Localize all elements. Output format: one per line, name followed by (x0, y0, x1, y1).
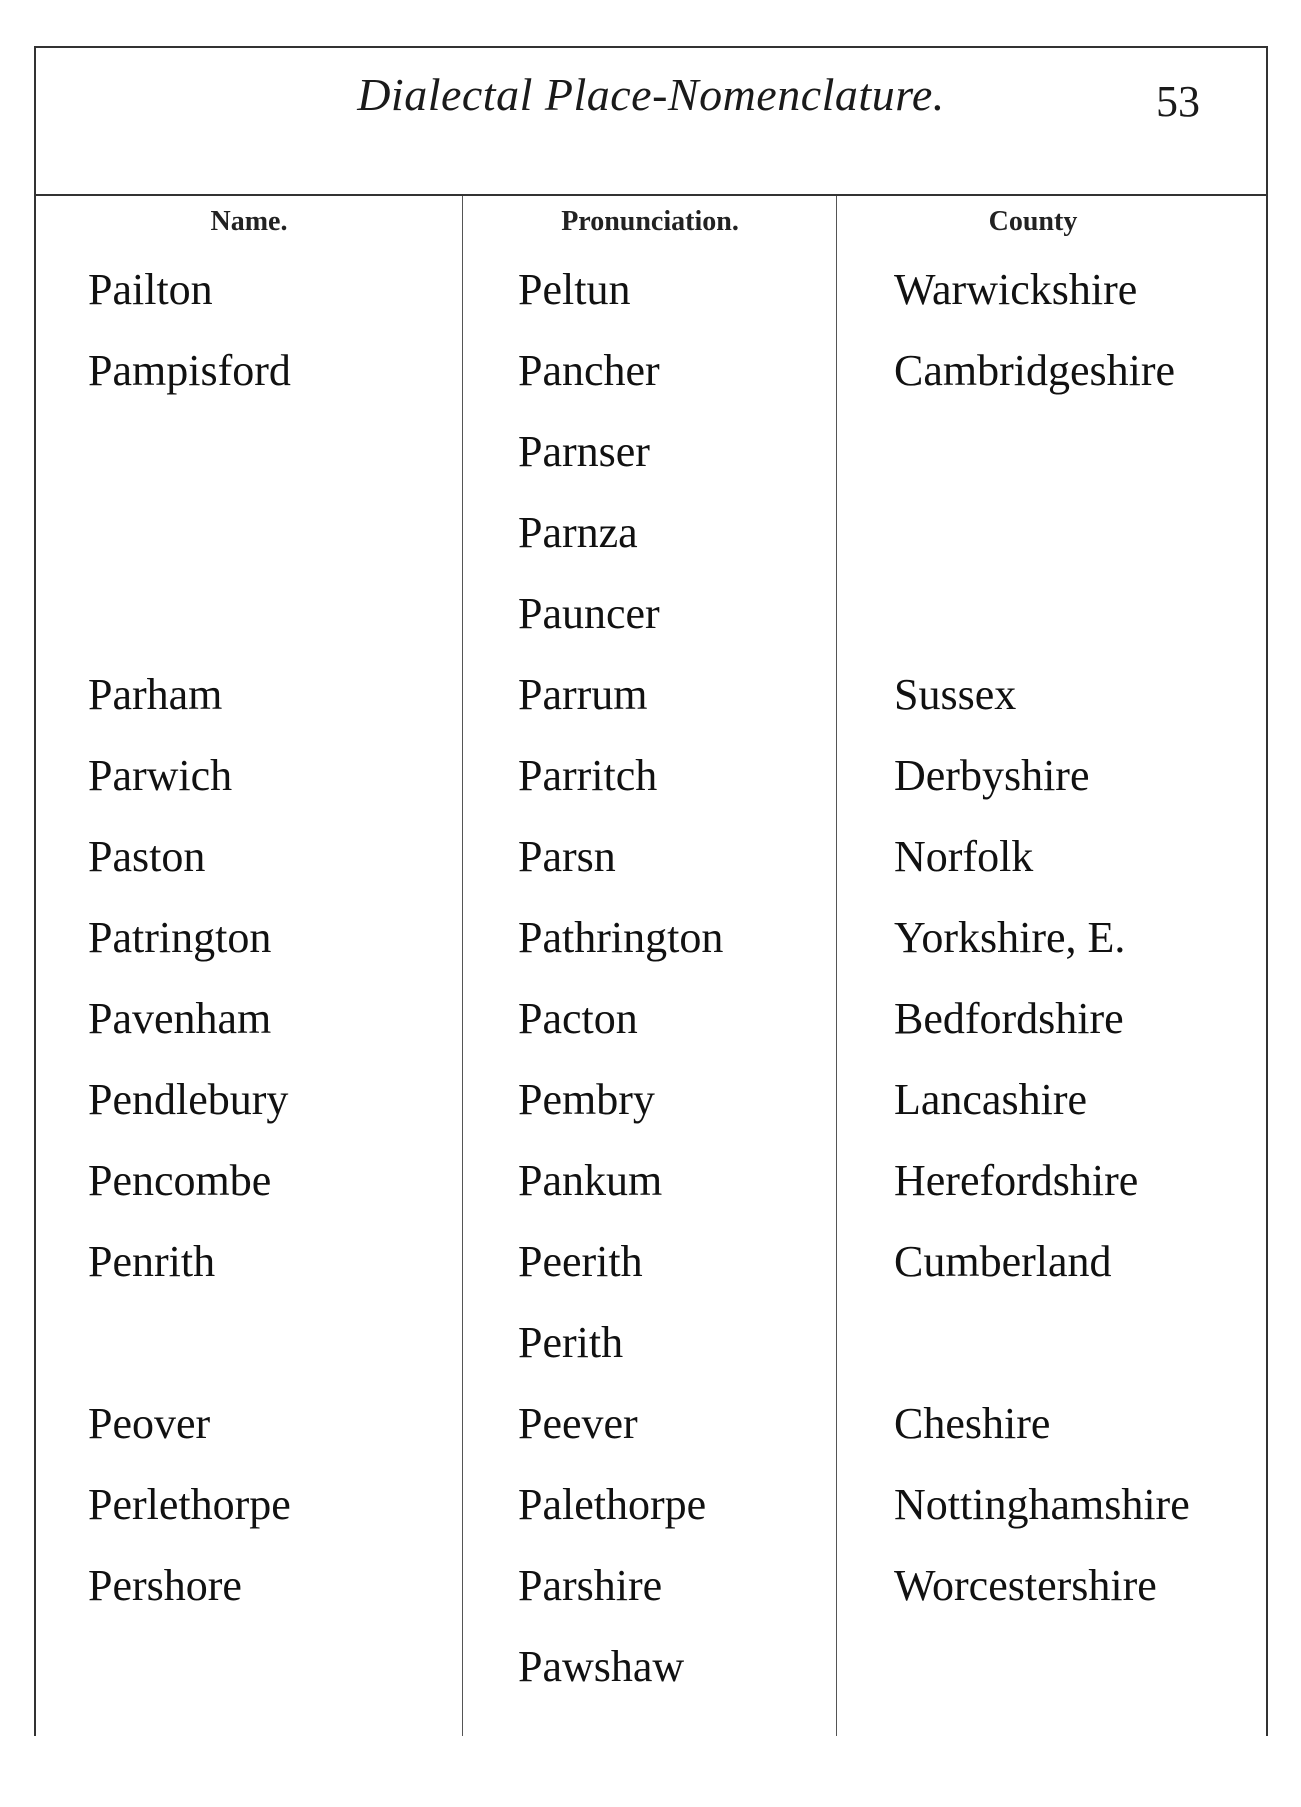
pronunciation-cell: Parsn (518, 832, 616, 881)
table-row (36, 1230, 1266, 1311)
county-cell: Derbyshire (894, 751, 1090, 800)
pronunciation-cell: Peever (518, 1399, 638, 1448)
county-cell: Worcestershire (894, 1561, 1157, 1610)
pronunciation-cell: Pancher (518, 346, 660, 395)
table-row (36, 1392, 1266, 1473)
page-number: 53 (1156, 77, 1200, 126)
place-name-cell: Pencombe (88, 1156, 272, 1205)
table-row (36, 339, 1266, 420)
table-row (36, 1473, 1266, 1554)
county-cell: Nottinghamshire (894, 1480, 1190, 1529)
table-row (36, 906, 1266, 987)
table-row (36, 582, 1266, 663)
place-name-cell: Perlethorpe (88, 1480, 291, 1529)
table-row (36, 987, 1266, 1068)
table-row (36, 744, 1266, 825)
place-name-cell: Paston (88, 832, 206, 881)
column-header-county: County (988, 206, 1078, 237)
table-row (36, 1635, 1266, 1716)
place-name-cell: Pershore (88, 1561, 242, 1610)
place-name-cell: Pampisford (88, 346, 291, 395)
table-row (36, 1068, 1266, 1149)
pronunciation-cell: Parshire (518, 1561, 663, 1610)
place-name-cell: Patrington (88, 913, 272, 962)
table-row (36, 420, 1266, 501)
place-name-cell: Penrith (88, 1237, 216, 1286)
place-name-cell: Pavenham (88, 994, 272, 1043)
pronunciation-cell: Peltun (518, 265, 631, 314)
place-name-table (36, 258, 1266, 1716)
table-row (36, 663, 1266, 744)
table-row (36, 825, 1266, 906)
column-header-pronunciation: Pronunciation. (561, 206, 739, 237)
column-header-name: Name. (210, 206, 288, 237)
county-cell: Norfolk (894, 832, 1034, 881)
pronunciation-cell: Pauncer (518, 589, 660, 638)
pronunciation-cell: Pawshaw (518, 1642, 685, 1691)
running-title: Dialectal Place-Nomenclature. (357, 69, 945, 120)
place-name-cell: Parham (88, 670, 223, 719)
pronunciation-cell: Perith (518, 1318, 624, 1367)
place-name-cell: Peover (88, 1399, 211, 1448)
pronunciation-cell: Parrum (518, 670, 648, 719)
place-name-cell: Pailton (88, 265, 213, 314)
county-cell: Warwickshire (894, 265, 1138, 314)
pronunciation-cell: Parnser (518, 427, 650, 476)
county-cell: Cambridgeshire (894, 346, 1176, 395)
county-cell: Lancashire (894, 1075, 1087, 1124)
running-head (34, 46, 1268, 196)
place-name-cell: Pendlebury (88, 1075, 289, 1124)
county-cell: Bedfordshire (894, 994, 1124, 1043)
pronunciation-cell: Parritch (518, 751, 658, 800)
table-row (36, 501, 1266, 582)
county-cell: Yorkshire, E. (894, 913, 1126, 962)
county-cell: Cumberland (894, 1237, 1112, 1286)
pronunciation-cell: Parnza (518, 508, 638, 557)
table-row (36, 1554, 1266, 1635)
pronunciation-cell: Pankum (518, 1156, 663, 1205)
place-name-cell: Parwich (88, 751, 233, 800)
pronunciation-cell: Palethorpe (518, 1480, 707, 1529)
pronunciation-cell: Peerith (518, 1237, 643, 1286)
county-cell: Cheshire (894, 1399, 1051, 1448)
pronunciation-cell: Pembry (518, 1075, 655, 1124)
county-cell: Sussex (894, 670, 1017, 719)
table-row (36, 1149, 1266, 1230)
county-cell: Herefordshire (894, 1156, 1139, 1205)
table-row (36, 258, 1266, 339)
pronunciation-cell: Pacton (518, 994, 638, 1043)
pronunciation-cell: Pathrington (518, 913, 724, 962)
table-row (36, 1311, 1266, 1392)
